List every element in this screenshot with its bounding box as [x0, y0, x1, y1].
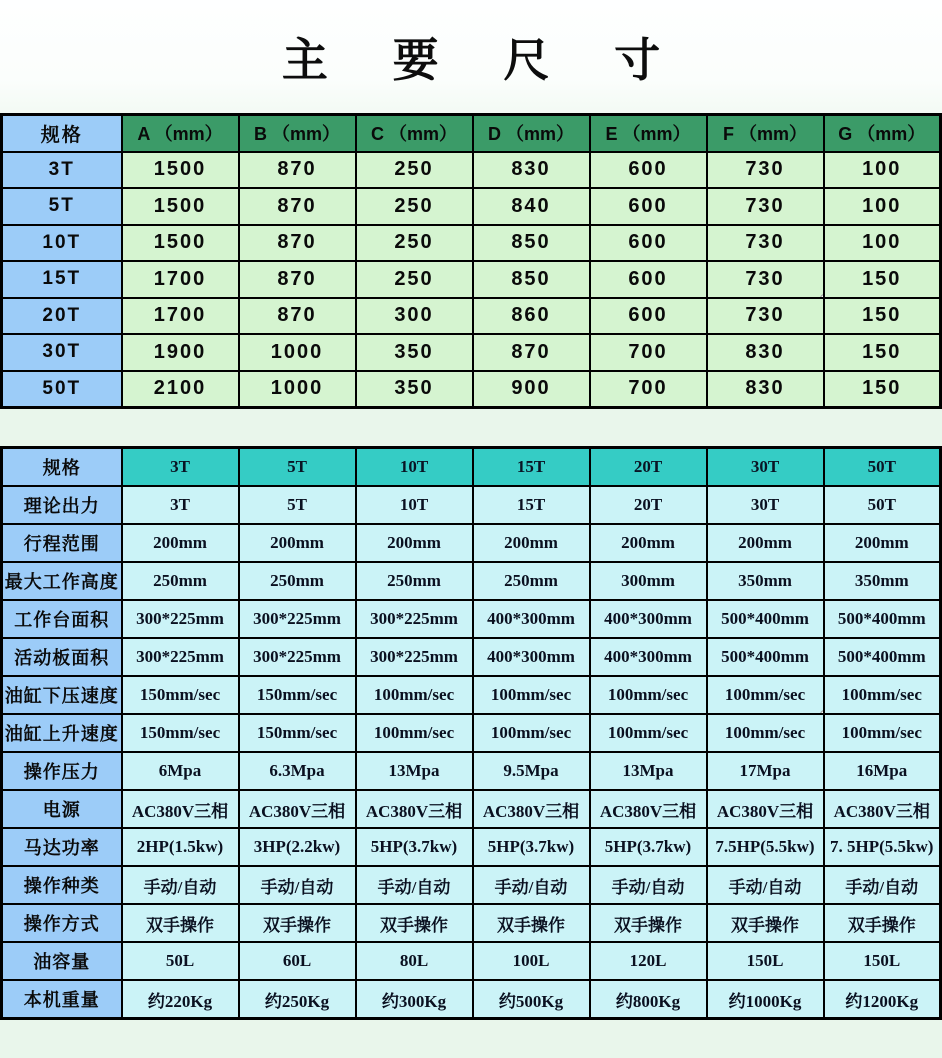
table-cell[interactable]: 860 [473, 298, 590, 335]
table-cell[interactable]: 200mm [473, 524, 590, 562]
table-cell[interactable]: 300*225mm [239, 638, 356, 676]
table-cell[interactable]: 5HP(3.7kw) [356, 828, 473, 866]
table-cell[interactable]: 50L [122, 942, 239, 980]
table-cell[interactable]: 250mm [239, 562, 356, 600]
table-cell[interactable]: AC380V三相 [707, 790, 824, 828]
table-row [2, 562, 941, 600]
table-cell[interactable]: 1700 [122, 261, 239, 298]
page-title: 主 要 尺 寸 [281, 33, 687, 86]
table-cell[interactable]: 400*300mm [590, 600, 707, 638]
table-cell[interactable]: 150L [707, 942, 824, 980]
row-header[interactable]: 工作台面积 [2, 600, 122, 638]
table-cell[interactable]: 100 [824, 225, 941, 262]
table-cell[interactable]: 30T [707, 486, 824, 524]
table-cell[interactable]: 150mm/sec [239, 676, 356, 714]
table-cell[interactable]: 16Mpa [824, 752, 941, 790]
table-cell[interactable]: 830 [707, 371, 824, 408]
table-cell[interactable]: AC380V三相 [122, 790, 239, 828]
table-cell[interactable]: 100mm/sec [824, 676, 941, 714]
table-cell[interactable]: 15T [473, 486, 590, 524]
table-cell[interactable]: 250 [356, 152, 473, 189]
table-cell[interactable]: 150L [824, 942, 941, 980]
table-cell[interactable]: 5T [239, 486, 356, 524]
table-spacer [0, 409, 942, 446]
table-cell[interactable]: 100mm/sec [473, 676, 590, 714]
row-header[interactable]: 油容量 [2, 942, 122, 980]
column-header[interactable]: B （mm） [239, 115, 356, 152]
table-cell[interactable]: 6.3Mpa [239, 752, 356, 790]
row-header[interactable]: 30T [2, 334, 122, 371]
column-header[interactable]: 30T [707, 448, 824, 487]
table-cell[interactable]: 870 [473, 334, 590, 371]
table-cell[interactable]: 150mm/sec [122, 676, 239, 714]
table-cell[interactable]: 100mm/sec [707, 714, 824, 752]
table-cell[interactable]: 1900 [122, 334, 239, 371]
table-cell[interactable]: 830 [707, 334, 824, 371]
table-cell[interactable]: 约500Kg [473, 980, 590, 1019]
table-cell[interactable]: 60L [239, 942, 356, 980]
table-cell[interactable]: 700 [590, 334, 707, 371]
row-header[interactable]: 本机重量 [2, 980, 122, 1019]
table-cell[interactable]: 850 [473, 225, 590, 262]
row-header[interactable]: 电源 [2, 790, 122, 828]
table-cell[interactable]: 350 [356, 371, 473, 408]
dimension-table [0, 113, 942, 409]
table-cell[interactable]: 1500 [122, 188, 239, 225]
spec-table-body [2, 486, 941, 1019]
table-cell[interactable]: 13Mpa [590, 752, 707, 790]
table-cell[interactable]: 双手操作 [239, 904, 356, 942]
table-cell[interactable]: 350 [356, 334, 473, 371]
table-cell[interactable]: 5HP(3.7kw) [590, 828, 707, 866]
table-cell[interactable]: 150 [824, 334, 941, 371]
table-cell[interactable]: 双手操作 [356, 904, 473, 942]
table-row [2, 524, 941, 562]
table-cell[interactable]: 200mm [356, 524, 473, 562]
row-header[interactable]: 马达功率 [2, 828, 122, 866]
row-header[interactable]: 活动板面积 [2, 638, 122, 676]
table-row [2, 714, 941, 752]
table-cell[interactable]: 730 [707, 188, 824, 225]
table-row [2, 371, 941, 408]
table-cell[interactable]: AC380V三相 [356, 790, 473, 828]
table-cell[interactable]: 250 [356, 225, 473, 262]
table-cell[interactable]: 手动/自动 [356, 866, 473, 904]
table-cell[interactable]: 13Mpa [356, 752, 473, 790]
table-row [2, 225, 941, 262]
row-header[interactable]: 操作种类 [2, 866, 122, 904]
table-cell[interactable]: 200mm [122, 524, 239, 562]
table-cell[interactable]: 300*225mm [356, 600, 473, 638]
table-cell[interactable]: 500*400mm [824, 638, 941, 676]
table-cell[interactable]: 2100 [122, 371, 239, 408]
table-cell[interactable]: AC380V三相 [824, 790, 941, 828]
table-cell[interactable]: 730 [707, 225, 824, 262]
row-header[interactable]: 操作压力 [2, 752, 122, 790]
table-cell[interactable]: 200mm [239, 524, 356, 562]
table-row [2, 828, 941, 866]
table-cell[interactable]: 250mm [473, 562, 590, 600]
column-header[interactable]: 15T [473, 448, 590, 487]
table-cell[interactable]: 250 [356, 188, 473, 225]
table-row [2, 866, 941, 904]
row-header[interactable]: 油缸下压速度 [2, 676, 122, 714]
table-cell[interactable]: 600 [590, 152, 707, 189]
table-cell[interactable]: 300*225mm [356, 638, 473, 676]
table-cell[interactable]: 1000 [239, 371, 356, 408]
table-cell[interactable]: 400*300mm [473, 600, 590, 638]
dimension-table-body [2, 152, 941, 408]
table-cell[interactable]: 手动/自动 [707, 866, 824, 904]
table-cell[interactable]: 100mm/sec [824, 714, 941, 752]
table-cell[interactable]: 约1200Kg [824, 980, 941, 1019]
spec-table-header-row [2, 448, 941, 487]
table-cell[interactable]: 1500 [122, 152, 239, 189]
row-header[interactable]: 50T [2, 371, 122, 408]
table-cell[interactable]: 730 [707, 298, 824, 335]
table-cell[interactable]: 2HP(1.5kw) [122, 828, 239, 866]
table-cell[interactable]: 600 [590, 298, 707, 335]
column-header[interactable]: E （mm） [590, 115, 707, 152]
table-row [2, 298, 941, 335]
table-row [2, 638, 941, 676]
table-cell[interactable]: 500*400mm [824, 600, 941, 638]
table-cell[interactable]: 200mm [707, 524, 824, 562]
table-cell[interactable]: 7.5HP(5.5kw) [707, 828, 824, 866]
column-header[interactable]: G （mm） [824, 115, 941, 152]
table-cell[interactable]: 约1000Kg [707, 980, 824, 1019]
column-header[interactable]: A （mm） [122, 115, 239, 152]
table-cell[interactable]: 300*225mm [122, 600, 239, 638]
selected-cell[interactable]: 730 [707, 261, 824, 298]
title-bar [0, 0, 942, 113]
row-header[interactable]: 5T [2, 188, 122, 225]
table-cell[interactable]: 约220Kg [122, 980, 239, 1019]
table-cell[interactable]: 600 [590, 261, 707, 298]
row-header[interactable]: 油缸上升速度 [2, 714, 122, 752]
table-row [2, 600, 941, 638]
table-cell[interactable]: 9.5Mpa [473, 752, 590, 790]
table-cell[interactable]: 250 [356, 261, 473, 298]
table-cell[interactable]: 双手操作 [824, 904, 941, 942]
table-cell[interactable]: 870 [239, 152, 356, 189]
row-header[interactable]: 理论出力 [2, 486, 122, 524]
table-cell[interactable]: 150 [824, 261, 941, 298]
table-cell[interactable]: 3HP(2.2kw) [239, 828, 356, 866]
table-cell[interactable]: 250mm [122, 562, 239, 600]
table-cell[interactable]: 100 [824, 188, 941, 225]
table-cell[interactable]: 350mm [707, 562, 824, 600]
column-header[interactable]: F （mm） [707, 115, 824, 152]
table-row [2, 942, 941, 980]
table-cell[interactable]: 手动/自动 [239, 866, 356, 904]
table-row [2, 152, 941, 189]
table-row [2, 261, 941, 298]
table-cell[interactable]: 双手操作 [122, 904, 239, 942]
table-cell[interactable]: 700 [590, 371, 707, 408]
row-header[interactable]: 10T [2, 225, 122, 262]
dimension-corner-header[interactable]: 规格 [2, 115, 122, 152]
table-cell[interactable]: 双手操作 [707, 904, 824, 942]
table-row [2, 486, 941, 524]
table-cell[interactable]: 100 [824, 152, 941, 189]
table-cell[interactable]: 1700 [122, 298, 239, 335]
table-cell[interactable]: 300*225mm [122, 638, 239, 676]
selected-cell[interactable]: 100mm/sec [707, 676, 824, 714]
table-cell[interactable]: 100mm/sec [473, 714, 590, 752]
table-cell[interactable]: 730 [707, 152, 824, 189]
table-row [2, 752, 941, 790]
table-cell[interactable]: 20T [590, 486, 707, 524]
row-header[interactable]: 最大工作高度 [2, 562, 122, 600]
table-cell[interactable]: 约250Kg [239, 980, 356, 1019]
table-cell[interactable]: 120L [590, 942, 707, 980]
table-row [2, 980, 941, 1019]
table-cell[interactable]: 840 [473, 188, 590, 225]
table-cell[interactable]: 400*300mm [473, 638, 590, 676]
table-cell[interactable]: 870 [239, 225, 356, 262]
table-cell[interactable]: 200mm [824, 524, 941, 562]
table-cell[interactable]: 双手操作 [473, 904, 590, 942]
table-cell[interactable]: 900 [473, 371, 590, 408]
table-cell[interactable]: 150 [824, 371, 941, 408]
table-row [2, 904, 941, 942]
row-header[interactable]: 行程范围 [2, 524, 122, 562]
column-header[interactable]: 50T [824, 448, 941, 487]
table-cell[interactable]: 6Mpa [122, 752, 239, 790]
table-cell[interactable]: 约800Kg [590, 980, 707, 1019]
table-cell[interactable]: 300 [356, 298, 473, 335]
table-cell[interactable]: AC380V三相 [473, 790, 590, 828]
column-header[interactable]: C （mm） [356, 115, 473, 152]
table-cell[interactable]: 500*400mm [707, 638, 824, 676]
table-cell[interactable]: 350mm [824, 562, 941, 600]
table-cell[interactable]: 1500 [122, 225, 239, 262]
table-cell[interactable]: 5HP(3.7kw) [473, 828, 590, 866]
spec-corner-header[interactable]: 规格 [2, 448, 122, 487]
table-cell[interactable]: 手动/自动 [122, 866, 239, 904]
table-row [2, 188, 941, 225]
row-header[interactable]: 3T [2, 152, 122, 189]
table-cell[interactable]: 150 [824, 298, 941, 335]
table-cell[interactable]: AC380V三相 [239, 790, 356, 828]
column-header[interactable]: D （mm） [473, 115, 590, 152]
table-cell[interactable]: 150mm/sec [239, 714, 356, 752]
column-header[interactable]: 10T [356, 448, 473, 487]
table-cell[interactable]: 17Mpa [707, 752, 824, 790]
table-cell[interactable]: 100L [473, 942, 590, 980]
column-header[interactable]: 3T [122, 448, 239, 487]
table-cell[interactable]: 300*225mm [239, 600, 356, 638]
column-header[interactable]: 20T [590, 448, 707, 487]
row-header[interactable]: 操作方式 [2, 904, 122, 942]
table-cell[interactable]: 400*300mm [590, 638, 707, 676]
table-cell[interactable]: 手动/自动 [824, 866, 941, 904]
table-cell[interactable]: 300mm [590, 562, 707, 600]
table-cell[interactable]: 双手操作 [590, 904, 707, 942]
table-cell[interactable]: 7. 5HP(5.5kw) [824, 828, 941, 866]
table-cell[interactable]: 870 [239, 298, 356, 335]
table-cell[interactable]: 手动/自动 [473, 866, 590, 904]
table-cell[interactable]: 600 [590, 225, 707, 262]
row-header[interactable]: 20T [2, 298, 122, 335]
table-cell[interactable]: 150mm/sec [122, 714, 239, 752]
table-cell[interactable]: 830 [473, 152, 590, 189]
table-cell[interactable]: 500*400mm [707, 600, 824, 638]
spec-table [0, 446, 942, 1020]
table-cell[interactable]: 250mm [356, 562, 473, 600]
table-cell[interactable]: 850 [473, 261, 590, 298]
table-cell[interactable]: 100mm/sec [356, 676, 473, 714]
table-cell[interactable]: 200mm [590, 524, 707, 562]
dimension-table-header-row [2, 115, 941, 152]
table-cell[interactable]: 870 [239, 188, 356, 225]
table-row [2, 334, 941, 371]
column-header[interactable]: 5T [239, 448, 356, 487]
table-row [2, 676, 941, 714]
table-cell[interactable]: 80L [356, 942, 473, 980]
table-cell[interactable]: 100mm/sec [590, 714, 707, 752]
table-cell[interactable]: AC380V三相 [590, 790, 707, 828]
table-cell[interactable]: 50T [824, 486, 941, 524]
table-cell[interactable]: 600 [590, 188, 707, 225]
table-cell[interactable]: 100mm/sec [356, 714, 473, 752]
table-cell[interactable]: 约300Kg [356, 980, 473, 1019]
table-cell[interactable]: 870 [239, 261, 356, 298]
table-row [2, 790, 941, 828]
table-cell[interactable]: 100mm/sec [590, 676, 707, 714]
table-cell[interactable]: 10T [356, 486, 473, 524]
row-header[interactable]: 15T [2, 261, 122, 298]
table-cell[interactable]: 1000 [239, 334, 356, 371]
table-cell[interactable]: 手动/自动 [590, 866, 707, 904]
table-cell[interactable]: 3T [122, 486, 239, 524]
